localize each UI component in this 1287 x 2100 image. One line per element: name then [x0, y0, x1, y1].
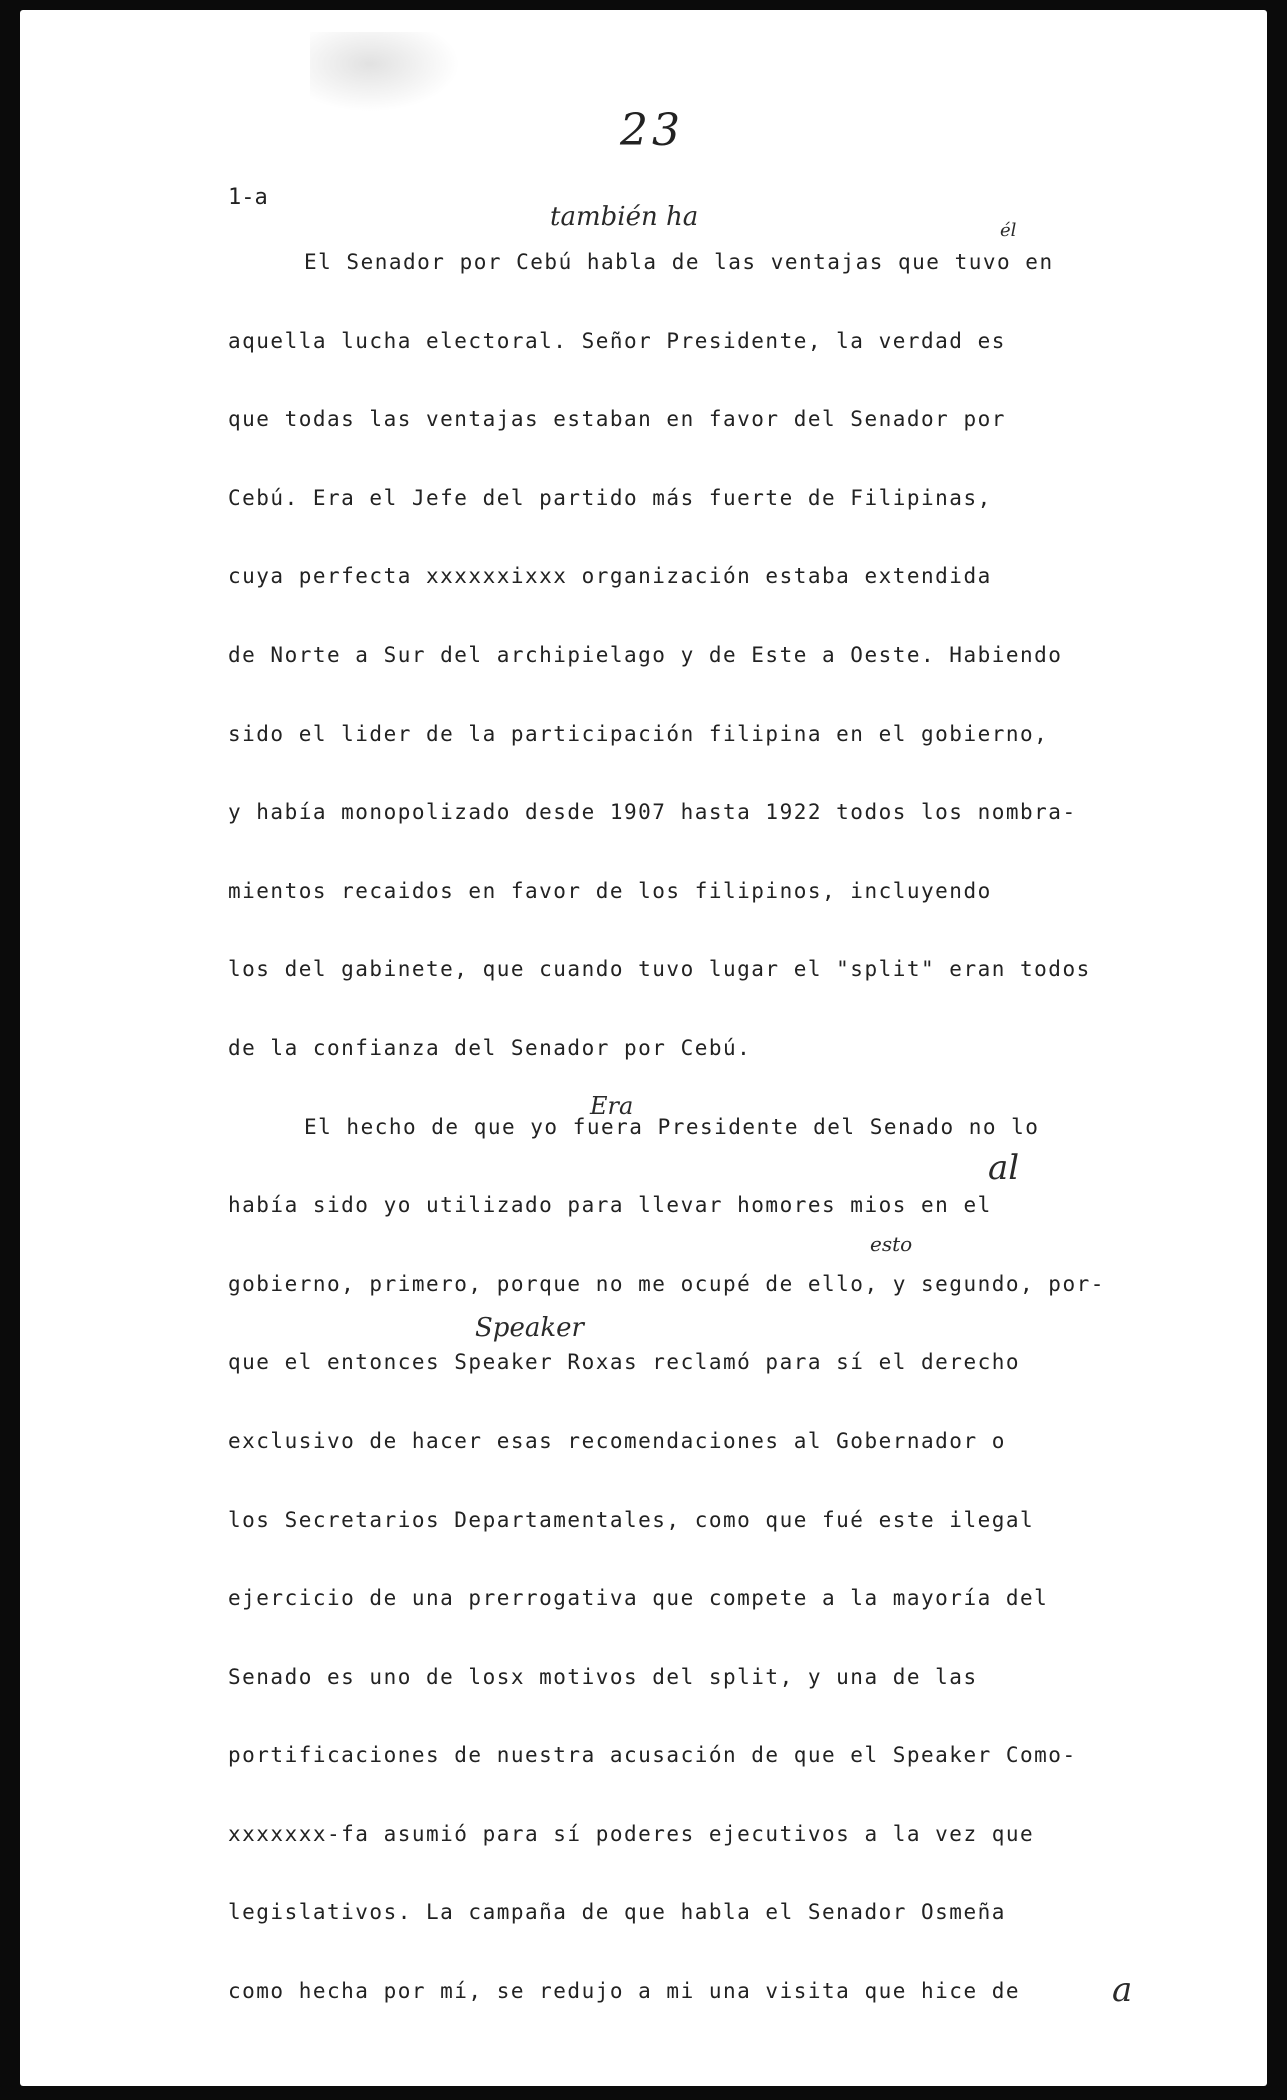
typed-body: [228, 250, 1188, 2058]
handwritten-note: Speaker: [475, 1313, 584, 1343]
text-line: Senado es uno de losx motivos del split, y una de las: [228, 1664, 978, 1689]
text-line: Cebú. Era el Jefe del partido más fuerte de Filipinas,: [228, 485, 992, 510]
text-line: los Secretarios Departamentales, como que fué este ilegal: [228, 1507, 1035, 1532]
handwritten-note: también ha: [550, 202, 699, 232]
text-line: como hecha por mí, se redujo a mi una visita que hice de: [228, 1979, 1021, 2004]
page-number: 23: [620, 105, 684, 156]
text-line: de la confianza del Senador por Cebú.: [228, 1035, 752, 1060]
text-line: había sido yo utilizado para llevar homores mios en el: [228, 1193, 992, 1218]
text-line: que el entonces Speaker Roxas reclamó para sí el derecho: [228, 1350, 1021, 1375]
handwritten-note: él: [1000, 220, 1017, 241]
text-line: mientos recaidos en favor de los filipinos, incluyendo: [228, 878, 992, 903]
text-line: portificaciones de nuestra acusación de que el Speaker Como-: [228, 1743, 1077, 1768]
handwritten-note: al: [988, 1148, 1020, 1188]
text-line: cuya perfecta xxxxxxixxx organización estaba extendida: [228, 564, 992, 589]
text-line: ejercicio de una prerrogativa que compete a la mayoría del: [228, 1586, 1049, 1611]
text-line: gobierno, primero, porque no me ocupé de ello, y segundo, por-: [228, 1271, 1105, 1296]
text-line: que todas las ventajas estaban en favor del Senador por: [228, 407, 1006, 432]
text-line: aquella lucha electoral. Señor Presidente, la verdad es: [228, 328, 1006, 353]
handwritten-note: a: [1112, 1970, 1133, 2010]
handwritten-note: esto: [870, 1232, 913, 1256]
scan-smudge: [310, 32, 460, 112]
text-line: sido el lider de la participación filipina en el gobierno,: [228, 721, 1049, 746]
text-line: exclusivo de hacer esas recomendaciones al Gobernador o: [228, 1428, 1006, 1453]
handwritten-note: Era: [590, 1092, 634, 1120]
text-line: los del gabinete, que cuando tuvo lugar el "split" eran todos: [228, 957, 1091, 982]
text-line: El hecho de que yo fuera Presidente del Senado no lo: [304, 1114, 1040, 1139]
page-reference: 1-a: [228, 185, 268, 210]
text-line: legislativos. La campaña de que habla el Senador Osmeña: [228, 1900, 1006, 1925]
text-line: El Senador por Cebú habla de las ventajas que tuvo en: [304, 250, 1054, 274]
text-line: xxxxxxx-fa asumió para sí poderes ejecutivos a la vez que: [228, 1821, 1035, 1846]
text-line: y había monopolizado desde 1907 hasta 1922 todos los nombra-: [228, 800, 1077, 825]
text-line: de Norte a Sur del archipielago y de Este a Oeste. Habiendo: [228, 642, 1063, 667]
document-page: [20, 10, 1267, 2086]
